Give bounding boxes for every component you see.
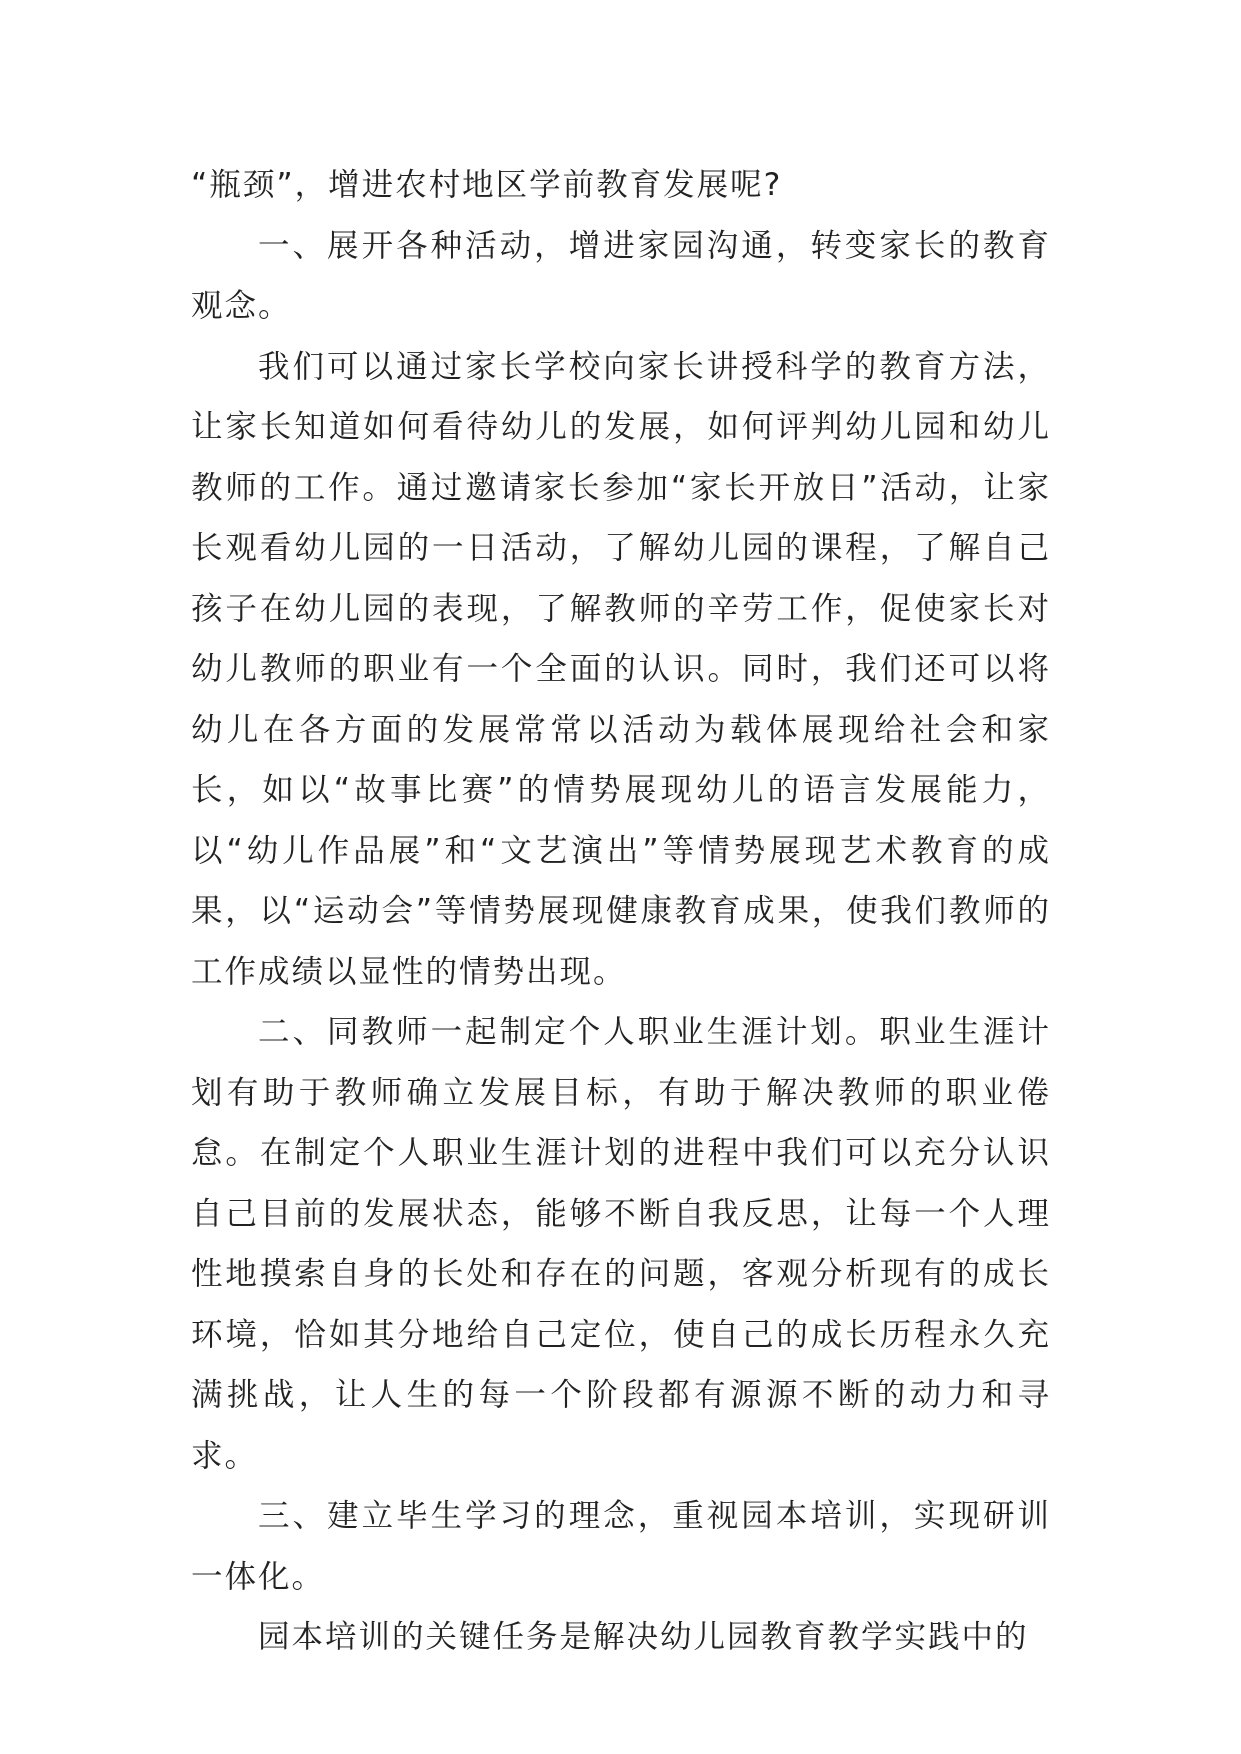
paragraph-heading-3: 三、建立毕生学习的理念，重视园本培训，实现研训一体化。 [191,1498,1051,1595]
paragraph-heading-1: 一、展开各种活动，增进家园沟通，转变家长的教育观念。 [191,227,1051,324]
paragraph-body-1: 我们可以通过家长学校向家长讲授科学的教育方法，让家长知道如何看待幼儿的发展，如何评判幼儿园和幼儿教师的工作。通过邀请家长参加“家长开放日”活动，让家长观看幼儿园的一日活动，了解幼儿园的课程，了解自己孩子在幼儿园的表现，了解教师的辛劳工作，促使家长对幼儿教师的职业有一个全面的认识。同时，我们还可以将幼儿在各方面的发展常常以活动为载体展现给社会和家长，如以“故事比赛”的情势展现幼儿的语言发展能力，以“幼儿作品展”和“文艺演出”等情势展现艺术教育的成果，以“运动会”等情势展现健康教育成果，使我们教师的工作成绩以显性的情势出现。 [191,348,1051,990]
paragraph-continuation: “瓶颈”，增进农村地区学前教育发展呢? [191,167,783,203]
paragraph-body-3: 园本培训的关键任务是解决幼儿园教育教学实践中的 [258,1619,1029,1655]
document-body [191,155,1051,1668]
paragraph-heading-2: 二、同教师一起制定个人职业生涯计划。职业生涯计划有助于教师确立发展目标，有助于解决教师的职业倦怠。在制定个人职业生涯计划的进程中我们可以充分认识自己目前的发展状态，能够不断自我反思，让每一个人理性地摸索自身的长处和存在的问题，客观分析现有的成长环境，恰如其分地给自己定位，使自己的成长历程永久充满挑战，让人生的每一个阶段都有源源不断的动力和寻求。 [191,1014,1051,1474]
